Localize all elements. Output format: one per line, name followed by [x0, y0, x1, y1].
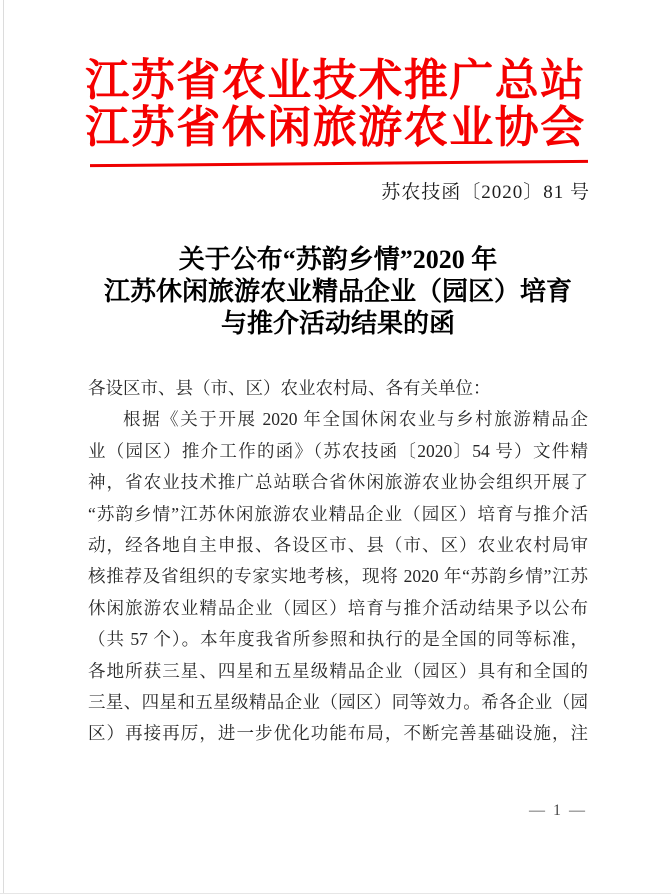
body-line: 休闲旅游农业精品企业（园区）培育与推介活动结果予以公布 — [88, 597, 588, 618]
page-number: — 1 — — [529, 802, 587, 819]
body-line: “苏韵乡情”江苏休闲旅游农业精品企业（园区）培育与推介活 — [88, 503, 588, 524]
body-line: 核推荐及省组织的专家实地考核，现将 2020 年“苏韵乡情”江苏 — [88, 566, 588, 587]
scan-edge-left — [3, 0, 4, 894]
document-body — [88, 373, 588, 750]
body-line: 根据《关于开展 2020 年全国休闲农业与乡村旅游精品企 — [123, 409, 588, 430]
letterhead-divider-line — [90, 160, 588, 167]
body-line: 三星、四星和五星级精品企业（园区）同等效力。希各企业（园 — [88, 692, 588, 713]
body-line: 区）再接再厉，进一步优化功能布局，不断完善基础设施，注 — [88, 723, 588, 744]
salutation-line: 各设区市、县（市、区）农业农村局、各有关单位： — [88, 378, 491, 398]
body-line: 动，经各地自主申报、各设区市、县（市、区）农业农村局审 — [88, 535, 588, 556]
document-title — [88, 244, 588, 340]
body-line: 业（园区）推介工作的函》（苏农技函〔2020〕54 号）文件精 — [88, 440, 588, 461]
letterhead-org-block — [0, 0, 671, 151]
org-name-line-1: 江苏省农业技术推广总站 — [85, 56, 586, 105]
body-line: （共 57 个）。本年度我省所参照和执行的是全国的同等标准， — [88, 629, 588, 650]
document-title-line-3: 与推介活动结果的函 — [220, 309, 455, 338]
body-line: 神，省农业技术推广总站联合省休闲旅游农业协会组织开展了 — [88, 472, 588, 493]
body-line: 各地所获三星、四星和五星级精品企业（园区）具有和全国的 — [88, 660, 588, 681]
document-number: 苏农技函〔2020〕81 号 — [381, 182, 590, 203]
org-name-line-2: 江苏省休闲旅游农业协会 — [85, 103, 586, 152]
document-title-line-2: 江苏休闲旅游农业精品企业（园区）培育 — [103, 277, 572, 306]
document-title-line-1: 关于公布“苏韵乡情”2020 年 — [178, 245, 498, 274]
